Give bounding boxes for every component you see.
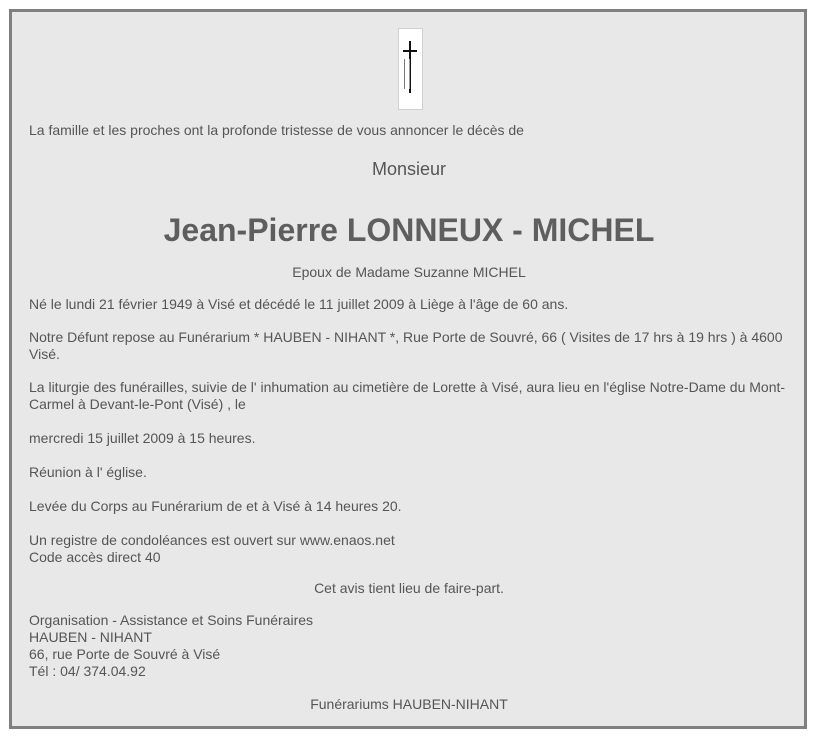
footer-text: Funérariums HAUBEN-NIHANT: [310, 696, 508, 712]
deceased-name: Jean-Pierre LONNEUX - MICHEL: [163, 212, 655, 248]
funeral-date: mercredi 15 juillet 2009 à 15 heures.: [29, 430, 256, 446]
liturgy-text: La liturgie des funérailles, suivie de l' inhumation au cimetière de Lorette à Visé, aura lieu en l'église Notre-Dame du Mont-Carmel à Devant-le-Pont (Visé) , le: [29, 379, 786, 412]
org-phone: Tél : 04/ 374.04.92: [29, 663, 146, 679]
intro-text: La famille et les proches ont la profonde tristesse de vous annoncer le décès de: [29, 122, 524, 138]
levee-text: Levée du Corps au Funérarium de et à Visé à 14 heures 20.: [29, 498, 402, 514]
org-line-3: 66, rue Porte de Souvré à Visé: [29, 646, 221, 662]
org-line-1: Organisation - Assistance et Soins Funéraires: [29, 612, 314, 628]
obituary-card: [9, 9, 807, 729]
access-code: Code accès direct 40: [29, 549, 161, 565]
notice-text: Cet avis tient lieu de faire-part.: [314, 580, 504, 596]
salutation: Monsieur: [371, 159, 447, 179]
repose-text: Notre Défunt repose au Funérarium * HAUBEN - NIHANT *, Rue Porte de Souvré, 66 ( Visites de 17 hrs à 19 hrs ) à 4600 Visé.: [29, 329, 783, 362]
reunion-text: Réunion à l' église.: [29, 464, 147, 480]
org-line-2: HAUBEN - NIHANT: [29, 629, 152, 645]
spouse-text: Epoux de Madame Suzanne MICHEL: [292, 264, 526, 280]
birth-death-text: Né le lundi 21 février 1949 à Visé et décédé le 11 juillet 2009 à Liège à l'âge de 60 ans.: [29, 296, 569, 312]
registry-text: Un registre de condoléances est ouvert sur www.enaos.net: [29, 532, 395, 548]
cross-icon: [398, 28, 423, 110]
